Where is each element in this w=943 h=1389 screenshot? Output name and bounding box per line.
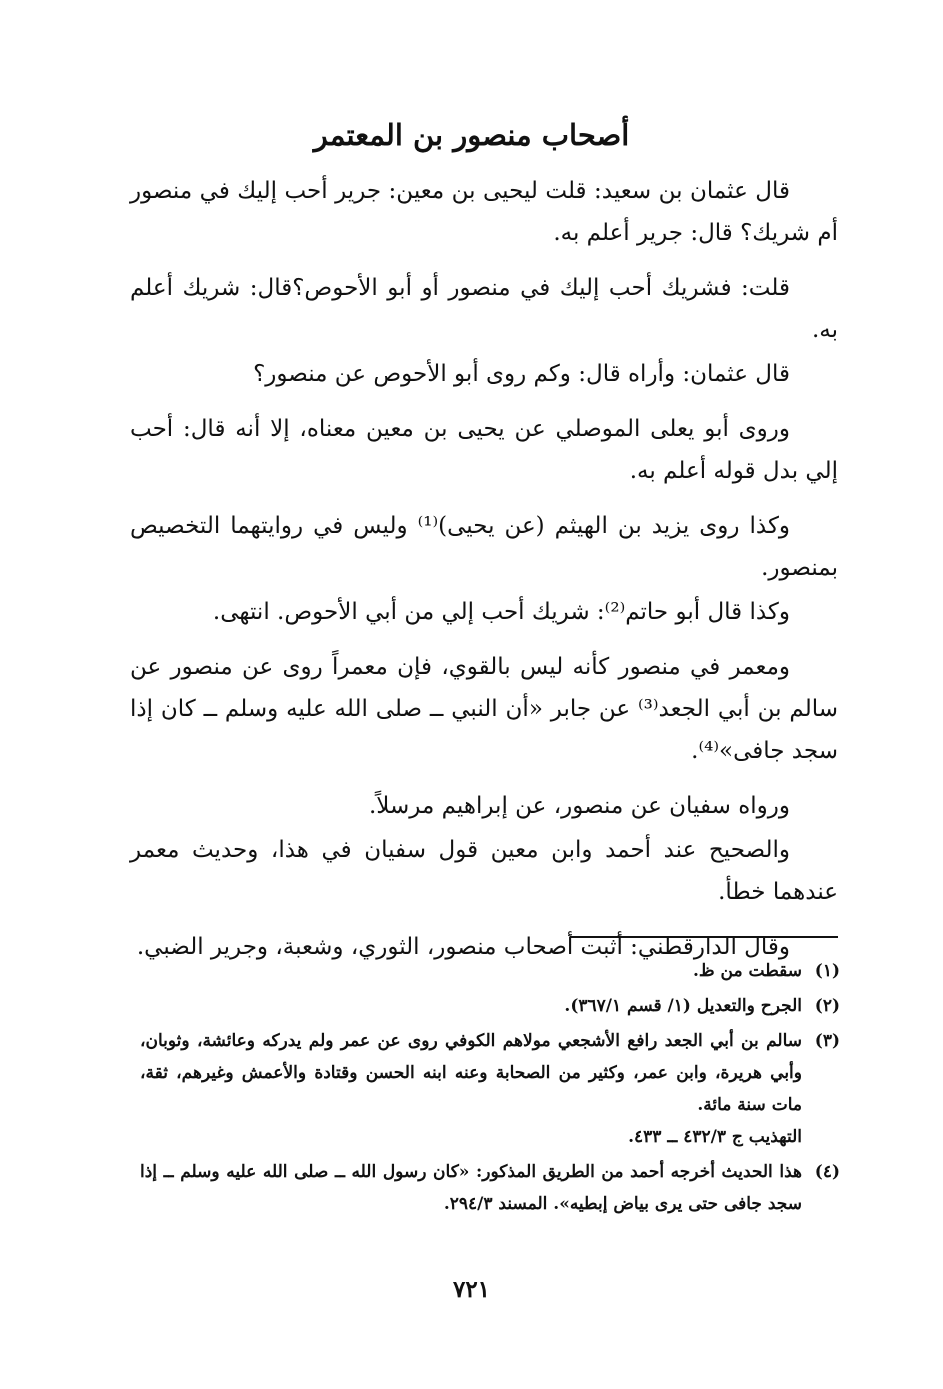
footnote-line: سقطت من ظ. (692, 961, 802, 981)
footnote-line: هذا الحديث أخرجه أحمد من الطريق المذكور: «كان رسول الله ــ صلى الله عليه وسلم ــ إذا سجد جافى حتى يرى بياض إبطيه». المسند ٢٩٤/٣. (140, 1162, 802, 1214)
paragraph: قال عثمان بن سعيد: قلت ليحيى بن معين: جرير أحب إليك في منصور أم شريك؟ قال: جرير أعلم به. (130, 178, 838, 246)
paragraph: وكذا روى يزيد بن الهيثم (عن يحيى)⁽¹⁾ وليس في روايتهما التخصيص بمنصور. (130, 513, 838, 581)
footnote-text (140, 1025, 802, 1153)
footnote-text (140, 1156, 802, 1220)
footnotes (140, 955, 840, 1223)
footnote-number: (٣) (814, 1031, 840, 1051)
paragraph: وقال الدارقطني: أثبت أصحاب منصور، الثوري، وشعبة، وجرير الضبي. (136, 934, 790, 960)
paragraph: والصحيح عند أحمد وابن معين قول سفيان في هذا، وحديث معمر عندهما خطأ. (130, 837, 838, 905)
paragraph: قال عثمان: وأراه قال: وكم روى أبو الأحوص عن منصور؟ (253, 361, 790, 387)
paragraph: قلت: فشريك أحب إليك في منصور أو أبو الأحوص؟قال: شريك أعلم به. (130, 275, 838, 343)
footnote-divider (570, 936, 838, 938)
footnote (140, 1156, 840, 1220)
footnote-line: الجرح والتعديل (١/ قسم ٣٦٧/١). (564, 996, 802, 1016)
footnote (140, 955, 840, 987)
paragraph: ورواه سفيان عن منصور، عن إبراهيم مرسلاً. (368, 793, 790, 819)
footnote-text (140, 955, 802, 987)
paragraph: وروى أبو يعلى الموصلي عن يحيى بن معين معناه، إلا أنه قال: أحب إلي بدل قوله أعلم به. (130, 416, 838, 484)
footnote-number: (٢) (814, 996, 840, 1016)
chapter-title: أصحاب منصور بن المعتمر (313, 118, 630, 152)
footnote-text (140, 990, 802, 1022)
paragraph: وكذا قال أبو حاتم⁽²⁾: شريك أحب إلي من أبي الأحوص. انتهى. (212, 599, 790, 625)
footnote-number: (٤) (814, 1162, 840, 1182)
footnote-number: (١) (814, 961, 840, 981)
footnote (140, 1025, 840, 1153)
page-number: ٧٢١ (452, 1276, 491, 1303)
footnote (140, 990, 840, 1022)
footnote-line: سالم بن أبي الجعد رافع الأشجعي مولاهم الكوفي روى عن عمر ولم يدركه وعائشة، وثوبان، وأبي هريرة، وابن عمر، وكثير من الصحابة وعنه ابنه الحسن وقتادة والأعمش وغيرهم، ثقة، مات سنة مائة. (140, 1031, 802, 1115)
main-text (130, 170, 838, 981)
footnote-line: التهذيب ج ٤٣٢/٣ ــ ٤٣٣. (628, 1127, 802, 1147)
paragraph: ومعمر في منصور كأنه ليس بالقوي، فإن معمراً روى عن منصور عن سالم بن أبي الجعد⁽³⁾ عن جابر «أن النبي ــ صلى الله عليه وسلم ــ كان إذا سجد جافى»⁽⁴⁾. (130, 654, 839, 764)
